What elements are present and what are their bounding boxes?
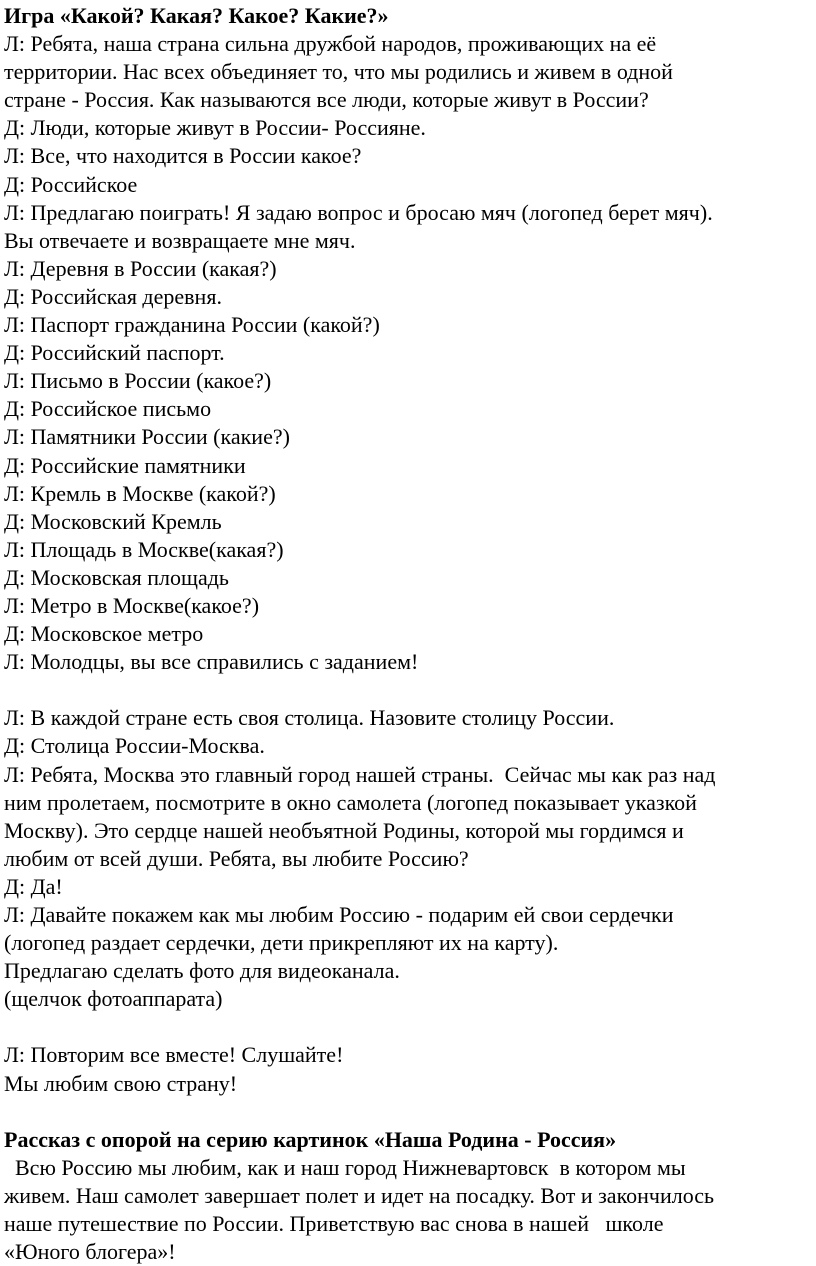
story-section [4,1154,816,1266]
text-line: Л: Кремль в Москве (какой?) [4,480,276,506]
text-line: Москву). Это сердце нашей необъятной Родины, которой мы гордимся и [4,817,684,843]
text-line: живем. Наш самолет завершает полет и идет на посадку. Вот и закончилось [4,1182,715,1208]
text-line: Л: Памятники России (какие?) [4,424,290,450]
text-line: Д: Московская площадь [4,564,229,590]
text-line: Л: В каждой стране есть своя столица. Назовите столицу России. [4,705,615,731]
text-line: Д: Столица России-Москва. [4,733,265,759]
dialogue-section-3 [4,1041,816,1097]
text-line: (щелчок фотоаппарата) [4,986,223,1012]
text-line: ним пролетаем, посмотрите в окно самолета (логопед показывает указкой [4,789,697,815]
text-line: Д: Российское письмо [4,396,212,422]
text-line: наше путешествие по России. Приветствую вас снова в нашей школе [4,1211,664,1237]
text-line: Д: Российское [4,171,138,197]
text-line: Вы отвечаете и возвращаете мне мяч. [4,227,356,253]
game-heading: Игра «Какой? Какая? Какое? Какие?» [4,3,389,28]
text-line: Д: Российская деревня. [4,283,222,309]
text-line: (логопед раздает сердечки, дети прикрепляют их на карту). [4,930,559,956]
text-line: Л: Ребята, Москва это главный город нашей страны. Сейчас мы как раз над [4,761,716,787]
text-line: Д: Да! [4,873,63,899]
text-line: Л: Метро в Москве(какое?) [4,592,260,618]
text-line: Л: Повторим все вместе! Слушайте! [4,1042,344,1068]
text-line: Л: Предлагаю поиграть! Я задаю вопрос и бросаю мяч (логопед берет мяч). [4,199,713,225]
text-line: Д: Российский паспорт. [4,340,225,366]
text-line: «Юного блогера»! [4,1239,176,1265]
dialogue-section-1 [4,30,816,676]
text-line: территории. Нас всех объединяет то, что мы родились и живем в одной [4,59,673,85]
story-heading: Рассказ с опорой на серию картинок «Наша Родина - Россия» [4,1126,617,1152]
text-line: Л: Паспорт гражданина России (какой?) [4,312,380,338]
text-line: Д: Московский Кремль [4,508,222,534]
text-line: Л: Все, что находится в России какое? [4,143,362,169]
text-line: Д: Московское метро [4,621,204,647]
text-line: любим от всей души. Ребята, вы любите Россию? [4,845,469,871]
text-line: Л: Молодцы, вы все справились с заданием! [4,649,419,675]
text-line: Л: Деревня в России (какая?) [4,255,277,281]
dialogue-section-2 [4,704,816,1013]
text-line: Л: Площадь в Москве(какая?) [4,536,284,562]
blank-line [4,1098,816,1126]
blank-line [4,1013,816,1041]
blank-line [4,676,816,704]
text-line: Всю Россию мы любим, как и наш город Нижневартовск в котором мы [4,1154,686,1180]
text-line: Д: Российские памятники [4,452,246,478]
text-line: Д: Люди, которые живут в России- Россияне. [4,115,426,141]
text-line: Предлагаю сделать фото для видеоканала. [4,958,400,984]
text-line: Л: Ребята, наша страна сильна дружбой народов, проживающих на её [4,31,657,57]
text-line: Л: Давайте покажем как мы любим Россию - подарим ей свои сердечки [4,902,674,927]
text-line: Л: Письмо в России (какое?) [4,368,272,394]
text-line: стране - Россия. Как называются все люди, которые живут в России? [4,87,649,113]
text-line: Мы любим свою страну! [4,1070,238,1096]
